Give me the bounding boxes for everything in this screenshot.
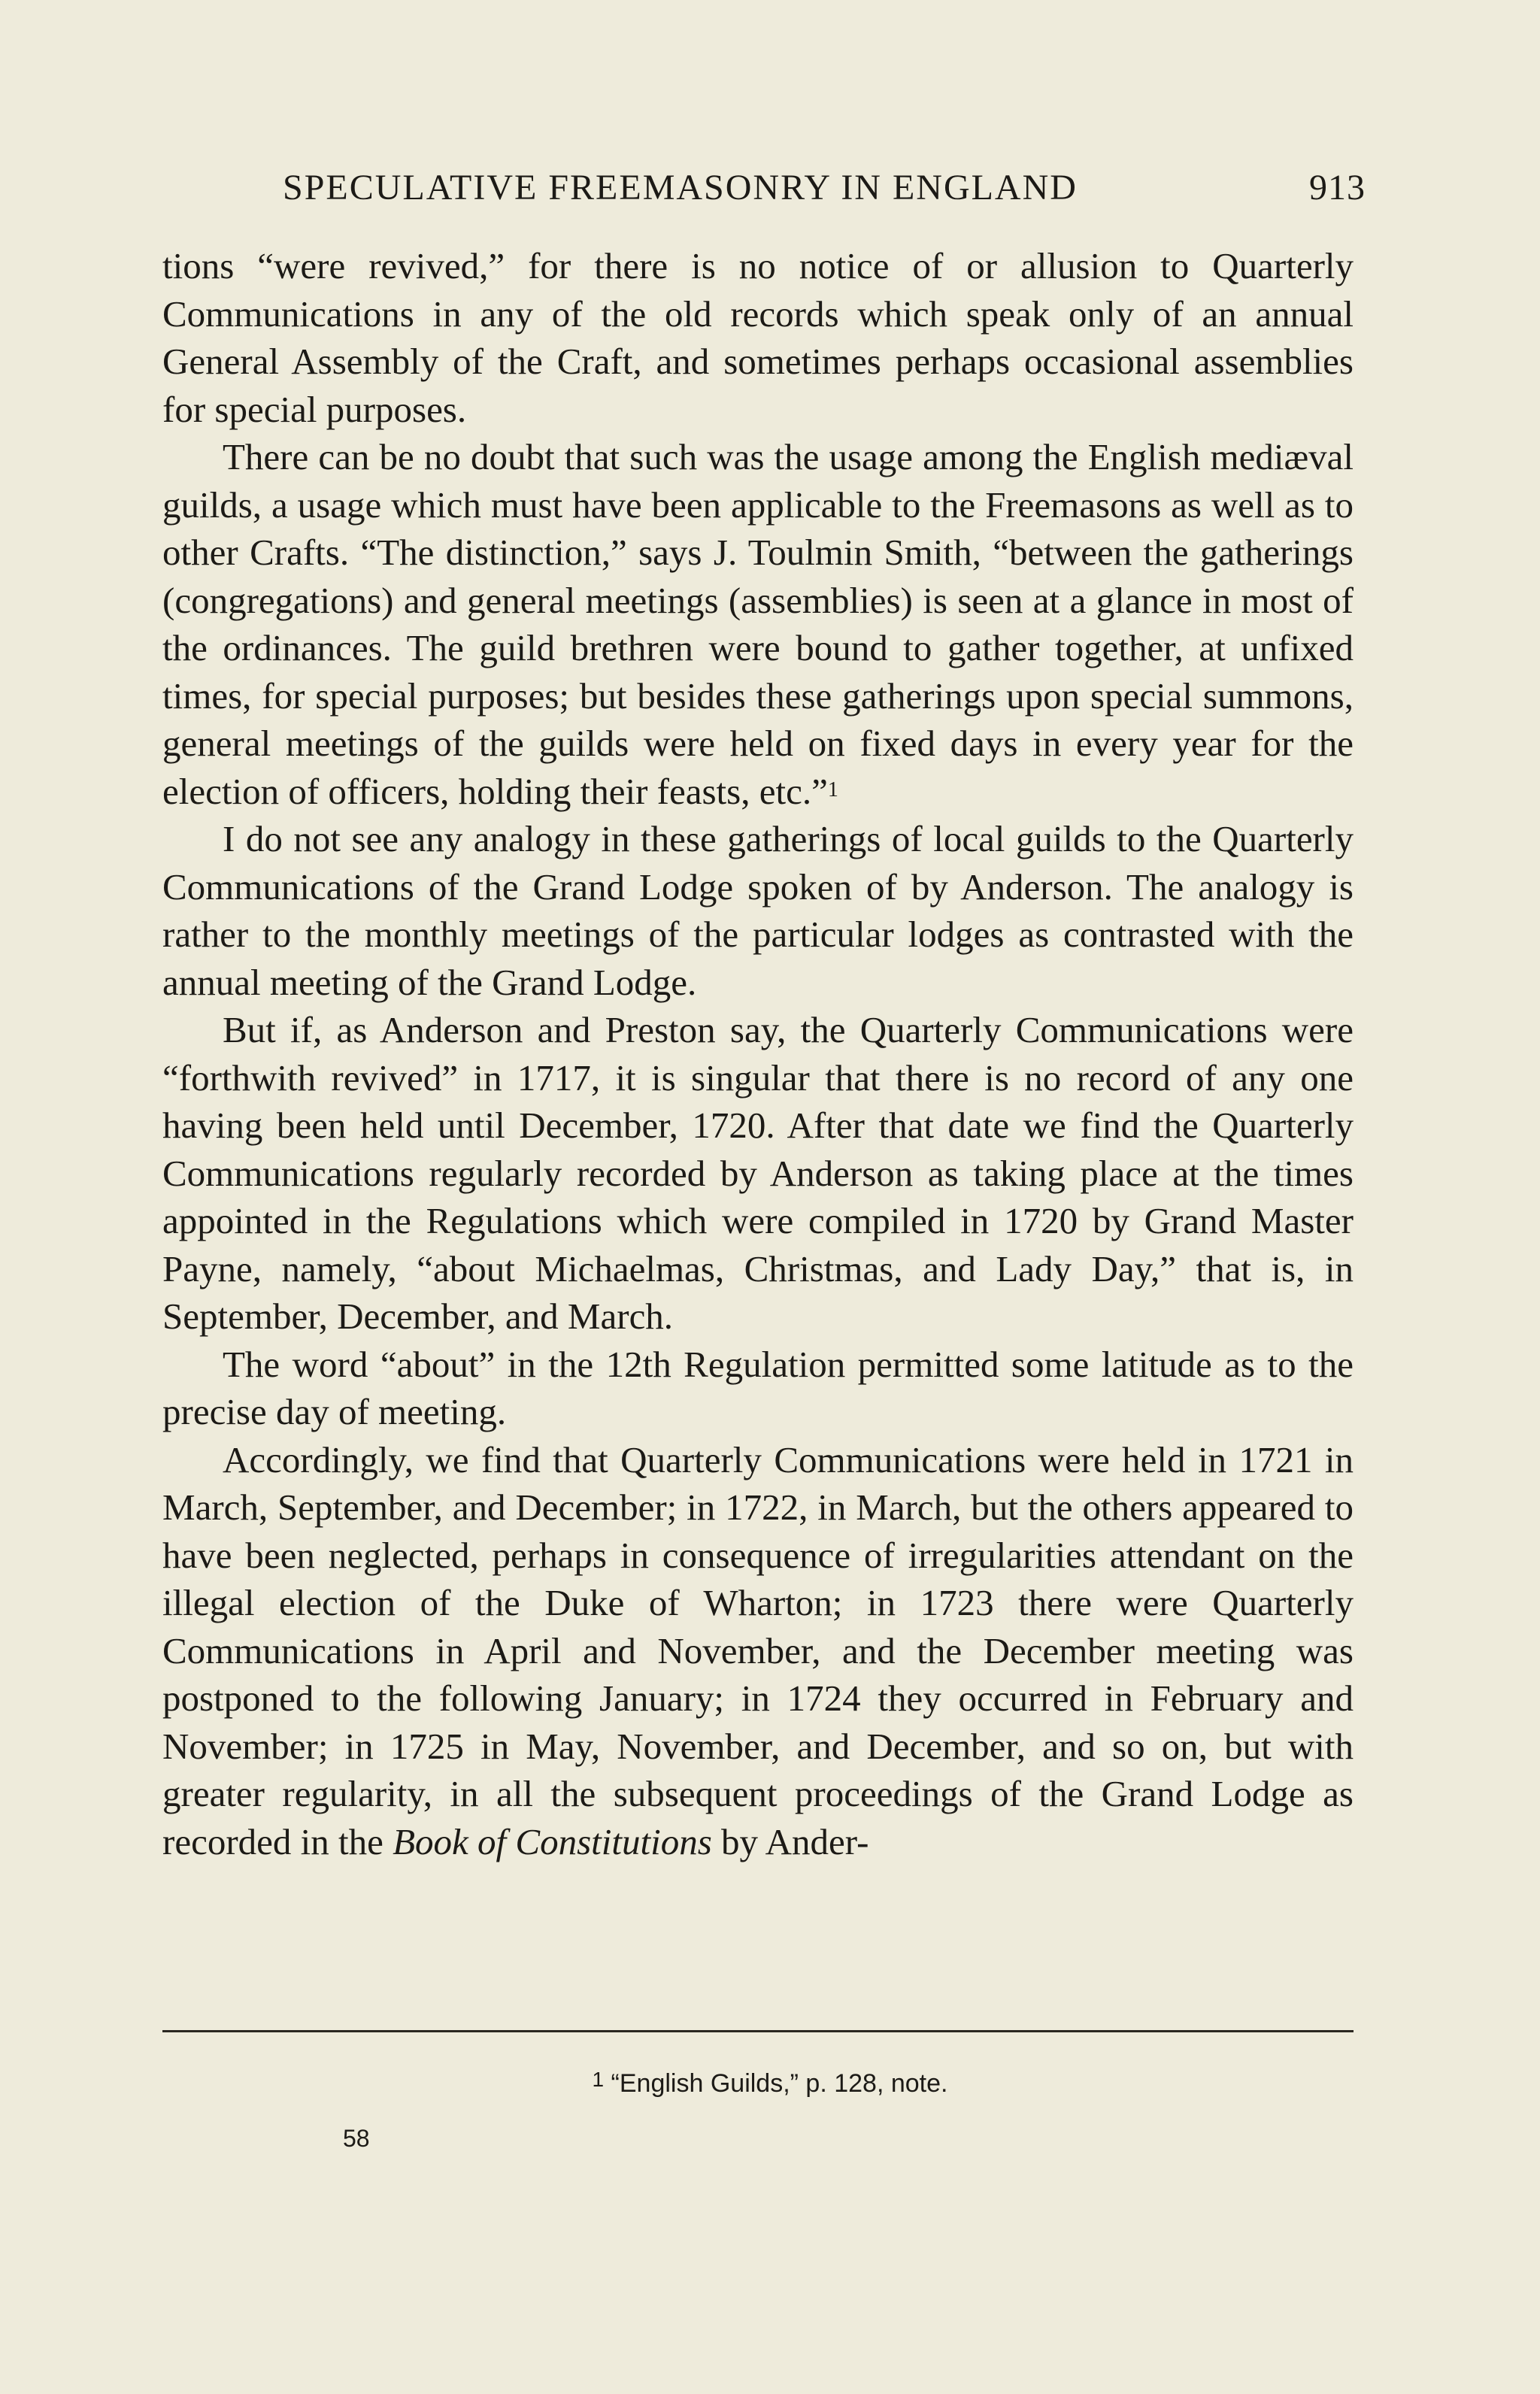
footnote-text: “English Guilds,” p. 128, note. xyxy=(604,2069,948,2098)
body-text xyxy=(162,242,1354,1865)
footnote-rule xyxy=(162,2030,1354,2032)
paragraph-3: I do not see any analogy in these gatherings of local guilds to the Quarterly Communications of the Grand Lodge spoken of by Anderson. The analogy is rather to the monthly meetings of the particular lodges as contrasted with the annual meeting of the Grand Lodge. xyxy=(162,818,1354,1003)
footnote-reference: 1 xyxy=(827,777,838,802)
paragraph-5: The word “about” in the 12th Regulation permitted some latitude as to the precise day of meeting. xyxy=(162,1343,1354,1432)
signature-mark: 58 xyxy=(343,2125,370,2152)
paragraph-2-text: There can be no doubt that such was the usage among the English mediæval guilds, a usage which must have been applicable to the Freemasons as well as to other Crafts. “The distinction,” says J. Toulmin Smith, “between the gatherings (congregations) and general meetings (assemblies) is seen at a glance in most of the ordinances. The guild brethren were bound to gather together, at unfixed times, for special purposes; but besides these gatherings upon special summons, general meetings of the guilds were held on fixed days in every year for the election of officers, holding their feasts, etc.” xyxy=(162,436,1354,812)
footnote xyxy=(0,2069,1540,2099)
running-title: SPECULATIVE FREEMASONRY IN ENGLAND xyxy=(283,168,1078,208)
footnote-marker: 1 xyxy=(592,2068,605,2091)
paragraph-6-text-start: Accordingly, we find that Quarterly Communications were held in 1721 in March, September, and December; in 1722, in March, but the others appeared to have been neglected, perhaps in consequence of irregularities attendant on the illegal election of the Duke of Wharton; in 1723 there were Quarterly Communications in April and November, and the December meeting was postponed to the following January; in 1724 they occurred in February and November; in 1725 in May, November, and December, and so on, but with greater regularity, in all the subsequent proceedings of the Grand Lodge as recorded in the xyxy=(162,1438,1354,1862)
paragraph-4: But if, as Anderson and Preston say, the Quarterly Communications were “forthwith revived” in 1717, it is singular that there is no record of any one having been held until December, 1720. After that date we find the Quarterly Communications regularly recorded by Anderson as taking place at the times appointed in the Regulations which were compiled in 1720 by Grand Master Payne, namely, “about Michaelmas, Christmas, and Lady Day,” that is, in September, December, and March. xyxy=(162,1009,1354,1337)
paragraph-6-text-end: by Ander- xyxy=(711,1820,869,1862)
paragraph-2 xyxy=(162,433,1354,815)
page-number: 913 xyxy=(1309,168,1366,208)
book-title-italic: Book of Constitutions xyxy=(393,1820,712,1862)
paragraph-6 xyxy=(162,1436,1354,1866)
paragraph-1: tions “were revived,” for there is no notice of or allusion to Quarterly Communications in any of the old records which speak only of an annual General Assembly of the Craft, and sometimes perhaps occasional assemblies for special purposes. xyxy=(162,245,1354,430)
